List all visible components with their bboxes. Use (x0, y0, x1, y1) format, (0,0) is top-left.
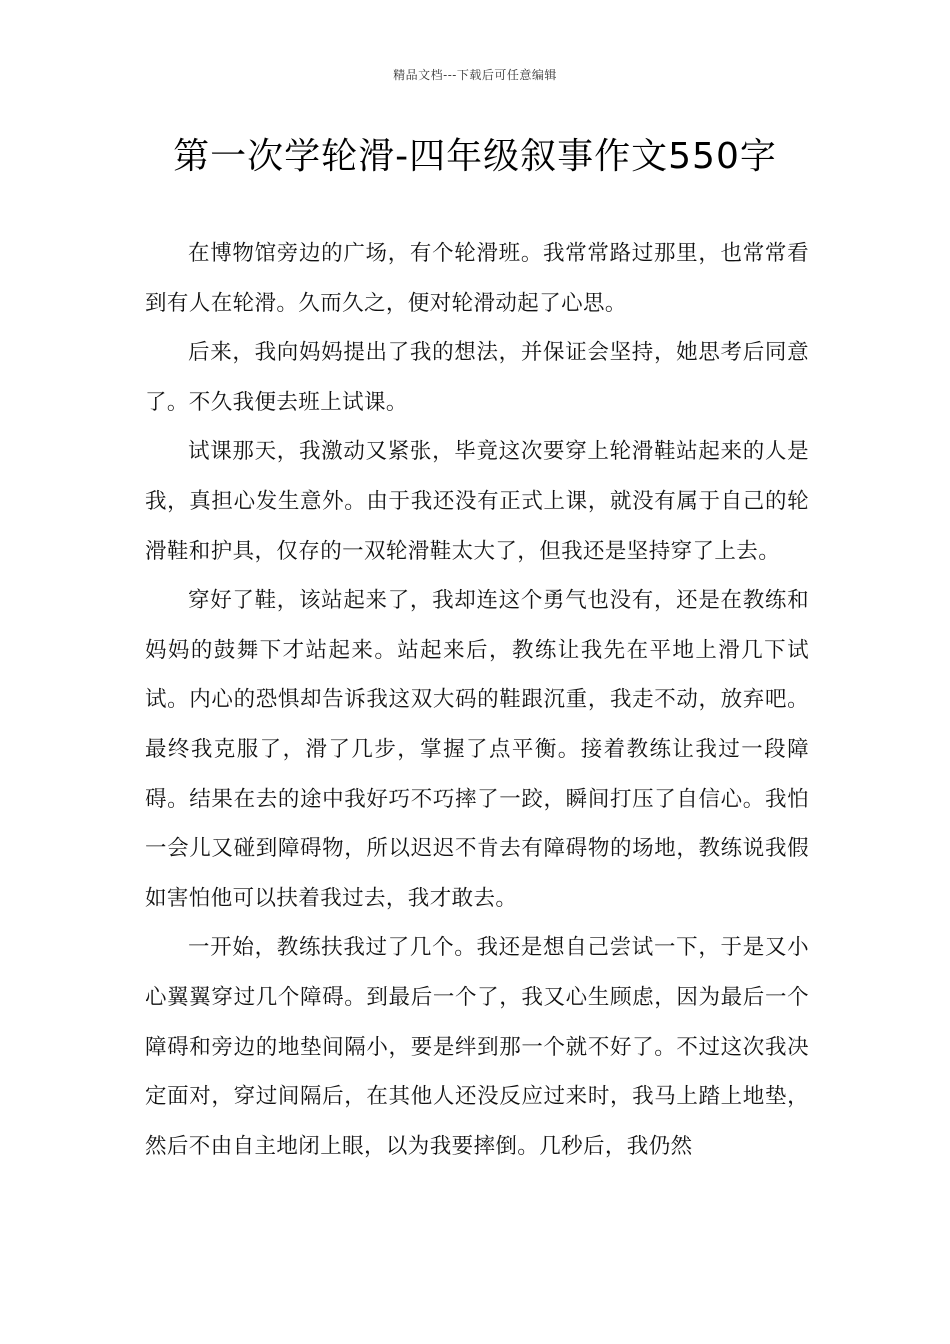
paragraph-2: 后来，我向妈妈提出了我的想法，并保证会坚持，她思考后同意了。不久我便去班上试课。 (145, 340, 809, 415)
paragraph-1: 在博物馆旁边的广场，有个轮滑班。我常常路过那里，也常常看到有人在轮滑。久而久之，便对轮滑动起了心思。 (145, 241, 809, 316)
paragraph-3: 试课那天，我激动又紧张，毕竟这次要穿上轮滑鞋站起来的人是我，真担心发生意外。由于我还没有正式上课，就没有属于自己的轮滑鞋和护具，仅存的一双轮滑鞋太大了，但我还是坚持穿了上去。 (145, 439, 809, 564)
header-note: 精品文档---下载后可任意编辑 (393, 68, 557, 82)
paragraph-5: 一开始，教练扶我过了几个。我还是想自己尝试一下，于是又小心翼翼穿过几个障碍。到最后一个了，我又心生顾虑，因为最后一个障碍和旁边的地垫间隔小，要是绊到那一个就不好了。不过这次我决定面对，穿过间隔后，在其他人还没反应过来时，我马上踏上地垫，然后不由自主地闭上眼，以为我要摔倒。几秒后，我仍然 (145, 935, 809, 1159)
document-title: 第一次学轮滑-四年级叙事作文550字 (173, 136, 777, 177)
paragraph-4: 穿好了鞋，该站起来了，我却连这个勇气也没有，还是在教练和妈妈的鼓舞下才站起来。站起来后，教练让我先在平地上滑几下试试。内心的恐惧却告诉我这双大码的鞋跟沉重，我走不动，放弃吧。最终我克服了，滑了几步，掌握了点平衡。接着教练让我过一段障碍。结果在去的途中我好巧不巧摔了一跤，瞬间打压了自信心。我怕一会儿又碰到障碍物，所以迟迟不肯去有障碍物的场地，教练说我假如害怕他可以扶着我过去，我才敢去。 (145, 588, 809, 911)
article-body (145, 229, 809, 1171)
